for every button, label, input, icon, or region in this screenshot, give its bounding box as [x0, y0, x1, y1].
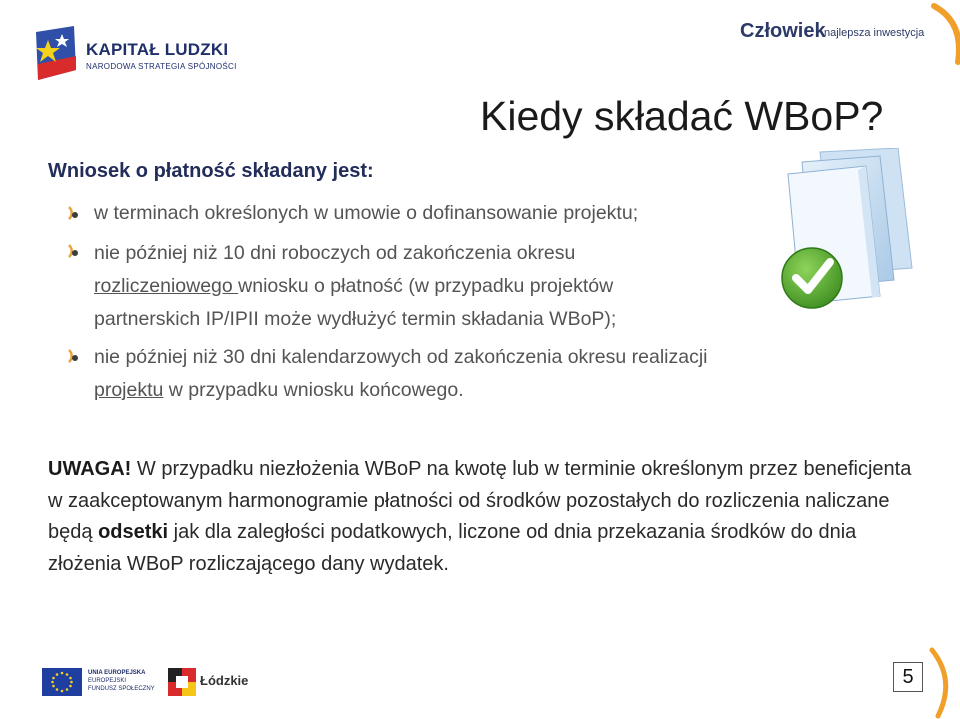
bullet-text-3-line-2 — [94, 374, 464, 407]
lodzkie-text: Łódzkie — [200, 673, 249, 688]
eu-line-3: FUNDUSZ SPOŁECZNY — [88, 686, 155, 692]
notice-text-2: jak dla zaległości podatkowych, liczone od dnia przekazania środków do dnia złożenia WBoP rozliczającego dany wydatek. — [48, 521, 857, 575]
czlowiek-main-text: Człowiek — [740, 20, 826, 42]
bullet-text-2-line-1: nie później niż 10 dni roboczych od zakończenia okresu — [94, 242, 576, 264]
orange-arc-icon — [930, 2, 960, 92]
underlined-text: projektu — [94, 379, 164, 401]
underlined-text: rozliczeniowego — [94, 275, 239, 297]
slide-title: Kiedy składać WBoP? — [480, 93, 884, 139]
czlowiek-tagline: najlepsza inwestycja — [824, 27, 925, 39]
bullet-text-1: w terminach określonych w umowie o dofinansowanie projektu; — [94, 202, 639, 224]
notice-label: UWAGA! — [48, 458, 132, 480]
kapital-ludzki-logo — [34, 26, 237, 84]
eu-line-2: EUROPEJSKI — [88, 678, 127, 684]
eu-flag-icon — [42, 668, 82, 696]
notice-text-1: W przypadku niezłożenia WBoP na kwotę lub w terminie określonym przez beneficjenta w zaakceptowanym harmonogramie płatności od środków pozostałych do rozliczenia naliczane będą — [48, 458, 912, 543]
bullet-icon — [66, 205, 82, 221]
bullet-text-3-line-2-rest: w przypadku wniosku końcowego. — [163, 379, 464, 401]
intro-heading: Wniosek o płatność składany jest: — [48, 160, 374, 182]
bullet-text-2-line-2-rest: wniosku o płatność (w przypadku projektów — [238, 275, 614, 297]
bullet-icon — [66, 243, 82, 259]
kapital-ludzki-flag-icon — [34, 26, 78, 84]
bullet-text-2-line-3: partnerskich IP/IPII może wydłużyć termin składania WBoP); — [94, 308, 617, 330]
bullet-text-2-line-2 — [94, 270, 613, 303]
kapital-ludzki-subtitle: NARODOWA STRATEGIA SPÓJNOŚCI — [86, 62, 237, 71]
kapital-ludzki-title: KAPITAŁ LUDZKI — [86, 40, 229, 59]
eu-text — [88, 669, 158, 693]
bullet-icon — [66, 348, 82, 364]
notice-paragraph — [48, 454, 928, 580]
czlowiek-logo — [740, 20, 955, 70]
page-number: 5 — [893, 662, 923, 692]
bullet-text-3-line-1: nie później niż 30 dni kalendarzowych od zakończenia okresu realizacji — [94, 346, 708, 368]
document-checkmark-icon — [780, 148, 920, 323]
notice-bold-word: odsetki — [98, 521, 169, 543]
eu-line-1: UNIA EUROPEJSKA — [88, 670, 146, 676]
lodzkie-logo-icon — [168, 668, 196, 696]
